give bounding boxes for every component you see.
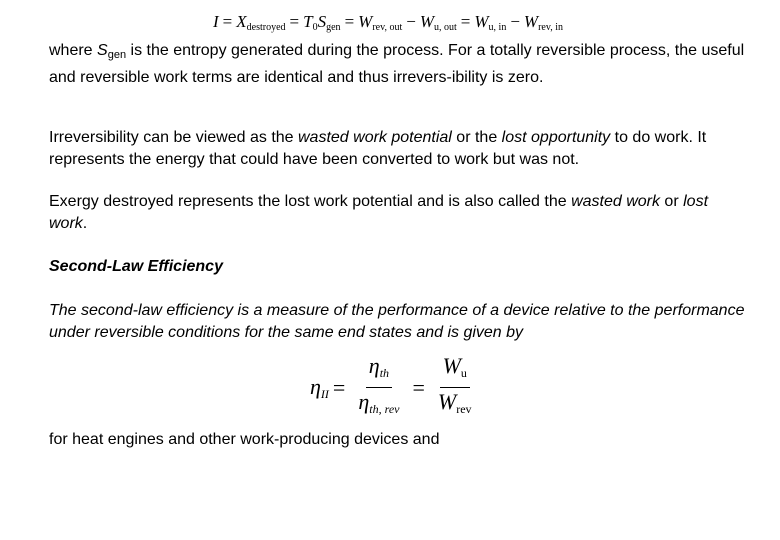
minus-sign: −	[510, 12, 520, 31]
subscript: th, rev	[369, 402, 400, 416]
numerator	[366, 352, 392, 388]
denominator	[435, 388, 475, 423]
fraction-eta	[355, 352, 402, 423]
subscript: th	[379, 366, 390, 380]
text: or	[659, 193, 684, 210]
symbol-W: W	[358, 12, 373, 31]
second-law-efficiency-equation	[310, 352, 481, 423]
text: to do work. It represents the energy that could have been converted to work but was not.	[49, 129, 707, 168]
text: or the	[451, 129, 502, 146]
text: is the entropy generated during the process. For a totally reversible process, the useful and reversible work terms are identical and thus irrevers-ibility is zero.	[49, 42, 745, 86]
symbol-S: S	[97, 42, 108, 59]
subscript: gen	[326, 22, 341, 33]
emphasis: lost work	[49, 193, 709, 232]
symbol-T: T	[303, 12, 313, 31]
paragraph-second-law-definition: The second-law efficiency is a measure of the performance of a device relative to the performance under reversible conditions for the same end states and is given by	[49, 302, 745, 341]
minus-sign: −	[406, 12, 416, 31]
symbol-W: W	[419, 12, 434, 31]
equals-sign: =	[289, 12, 300, 31]
paragraph-irreversibility	[49, 127, 749, 170]
subscript: rev	[456, 402, 472, 416]
symbol-eta: η	[358, 389, 370, 414]
symbol-W: W	[474, 12, 489, 31]
subscript: destroyed	[246, 22, 286, 33]
equals-sign: =	[344, 12, 355, 31]
subscript: gen	[107, 49, 127, 61]
numerator	[440, 352, 470, 388]
symbol-eta: η	[310, 373, 321, 399]
equals-sign: =	[332, 374, 346, 400]
symbol-S: S	[317, 12, 327, 31]
symbol-W: W	[437, 389, 457, 414]
text: Exergy destroyed represents the lost work potential and is also called the	[49, 193, 572, 210]
emphasis: wasted work potential	[298, 129, 452, 146]
symbol-I: I	[213, 12, 219, 31]
paragraph-heat-engines: for heat engines and other work-producing devices and	[49, 431, 440, 448]
equals-sign: =	[222, 12, 233, 31]
subscript: rev, in	[538, 22, 563, 33]
subscript: u, out	[434, 22, 457, 33]
irreversibility-equation	[213, 12, 563, 38]
eta-II	[310, 374, 329, 402]
emphasis: wasted work	[571, 193, 660, 210]
symbol-X: X	[236, 12, 247, 31]
subscript: 0	[312, 22, 318, 33]
paragraph-entropy	[49, 40, 749, 88]
symbol-W: W	[523, 12, 539, 31]
symbol-W: W	[442, 353, 461, 378]
emphasis: lost opportunity	[501, 129, 611, 146]
denominator	[355, 388, 402, 423]
paragraph-exergy-destroyed	[49, 191, 749, 234]
section-heading: Second-Law Efficiency	[49, 258, 223, 275]
subscript: rev, out	[372, 22, 403, 33]
symbol-eta: η	[368, 353, 380, 378]
text: Irreversibility can be viewed as the	[49, 129, 298, 146]
fraction-work	[435, 352, 475, 423]
subscript: u, in	[488, 22, 507, 33]
equals-sign: =	[460, 12, 471, 31]
subscript: II	[320, 386, 329, 401]
equals-sign: =	[412, 374, 425, 400]
text: where	[49, 42, 98, 59]
subscript: u	[460, 366, 467, 380]
text: .	[82, 214, 88, 232]
